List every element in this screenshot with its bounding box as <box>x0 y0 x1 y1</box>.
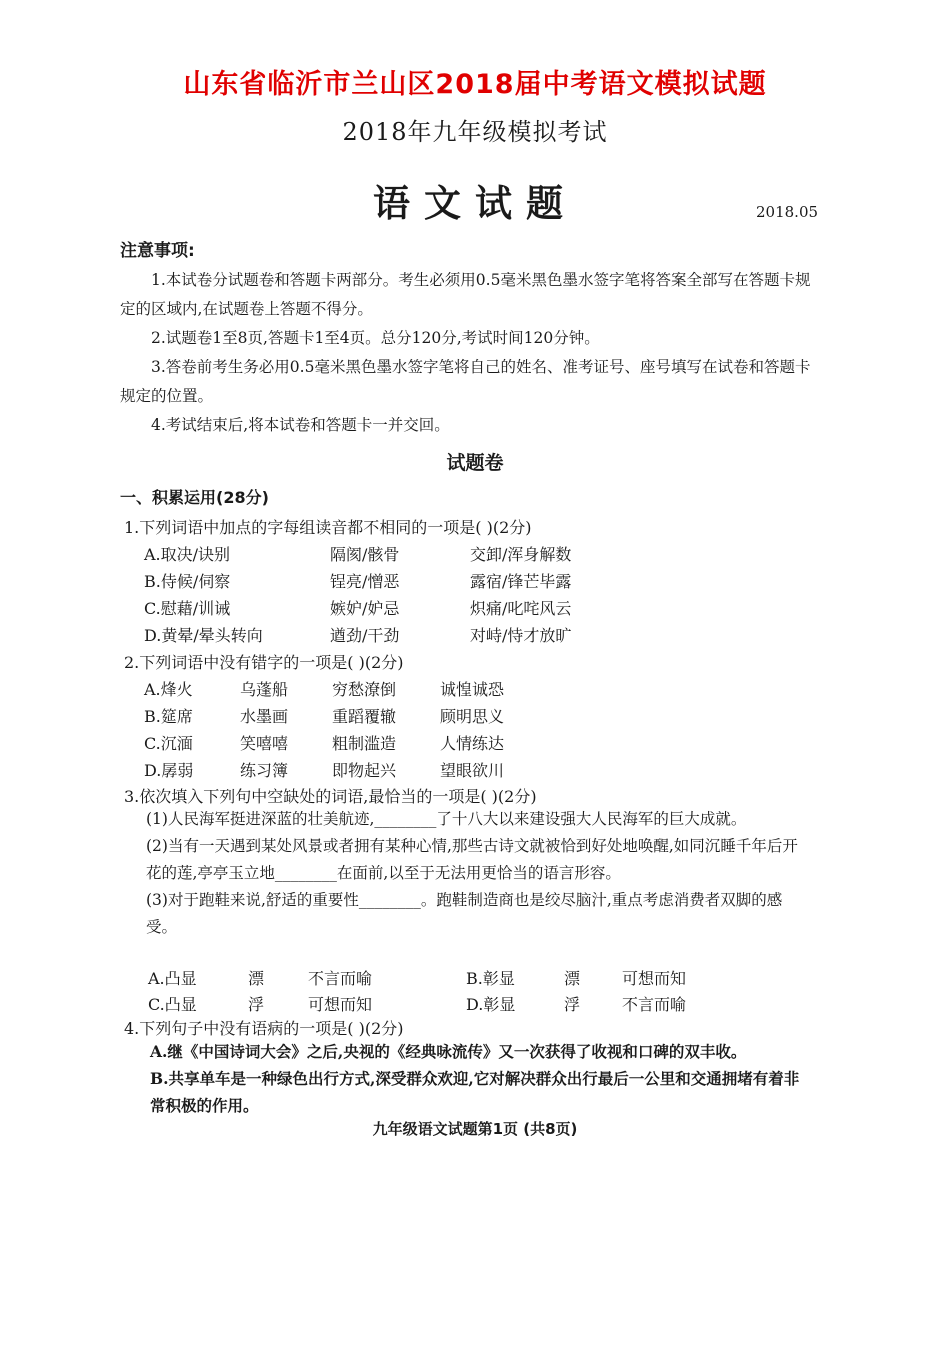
exam-title: 2018年九年级模拟考试 <box>342 118 608 146</box>
option-word: 不言而喻 <box>622 995 687 1014</box>
option-group: 对峙/恃才放旷 <box>470 626 572 645</box>
option-word: 可想而知 <box>622 969 687 988</box>
option-word: 练习簿 <box>240 761 289 780</box>
notice-item: 2.试题卷1至8页,答题卡1至4页。总分120分,考试时间120分钟。 <box>151 329 600 347</box>
q4-option-b: B.共享单车是一种绿色出行方式,深受群众欢迎,它对解决群众出行最后一公里和交通拥堵有着非常积极的作用。 <box>150 1069 800 1115</box>
exam-date: 2018.05 <box>756 203 819 221</box>
option-word: 浮 <box>564 995 581 1014</box>
option-group: B.侍候/伺察 <box>144 572 231 591</box>
option-word: D.彰显 <box>466 995 516 1014</box>
option-group: 交卸/浑身解数 <box>470 545 572 564</box>
paper-label: 试题卷 <box>446 452 504 474</box>
option-word: 漂 <box>564 969 581 988</box>
q3-sentences <box>146 806 806 941</box>
option-word: C.沉湎 <box>144 734 193 753</box>
option-word: 浮 <box>248 995 265 1014</box>
option-word: 笑嘻嘻 <box>240 734 289 753</box>
section-heading: 一、积累运用(28分) <box>120 488 269 507</box>
option-word: B.彰显 <box>466 969 515 988</box>
option-word: D.孱弱 <box>144 761 194 780</box>
option-word: A.凸显 <box>148 969 197 988</box>
q3-option-row <box>148 966 708 992</box>
option-word: 漂 <box>248 969 265 988</box>
option-group: 锃亮/憎恶 <box>330 572 400 591</box>
subject-title: 语文试题 <box>373 181 577 225</box>
q4-options <box>150 1038 800 1119</box>
option-group: C.慰藉/训诫 <box>144 599 231 618</box>
option-word: 重蹈覆辙 <box>332 707 397 726</box>
option-word: 诚惶诚恐 <box>440 680 505 699</box>
q3-option-row <box>148 992 708 1018</box>
question-3: 3.依次填入下列句中空缺处的词语,最恰当的一项是( )(2分) <box>124 787 537 806</box>
option-word: 不言而喻 <box>308 969 373 988</box>
fill-sentence: (3)对于跑鞋来说,舒适的重要性________。跑鞋制造商也是绞尽脑汁,重点考虑消费者双脚的感受。 <box>146 891 783 936</box>
notice-item: 4.考试结束后,将本试卷和答题卡一并交回。 <box>151 416 450 434</box>
option-group: 隔阂/骸骨 <box>330 545 400 564</box>
option-word: 即物起兴 <box>332 761 397 780</box>
option-word: 水墨画 <box>240 707 289 726</box>
option-word: A.烽火 <box>144 680 193 699</box>
option-word: B.筵席 <box>144 707 193 726</box>
question-4: 4.下列句子中没有语病的一项是( )(2分) <box>124 1019 404 1038</box>
option-word: 顾明思义 <box>440 707 505 726</box>
notice-item: 1.本试卷分试题卷和答题卡两部分。考生必须用0.5毫米黑色墨水签字笔将答案全部写在答题卡规定的区域内,在试题卷上答题不得分。 <box>120 271 811 318</box>
option-word: 可想而知 <box>308 995 373 1014</box>
notice-item: 3.答卷前考生务必用0.5毫米黑色墨水签字笔将自己的姓名、准考证号、座号填写在试卷和答题卡规定的位置。 <box>120 358 811 405</box>
option-group: A.取决/诀别 <box>144 545 231 564</box>
option-group: 遒劲/干劲 <box>330 626 400 645</box>
fill-sentence: (2)当有一天遇到某处风景或者拥有某种心情,那些古诗文就被恰到好处地唤醒,如同沉睡千年后开花的莲,亭亭玉立地________在面前,以至于无法用更恰当的语言形容。 <box>146 837 798 882</box>
option-word: 人情练达 <box>440 734 505 753</box>
option-word: 望眼欲川 <box>440 761 505 780</box>
option-word: 穷愁潦倒 <box>332 680 397 699</box>
option-group: 炽痛/叱咤风云 <box>470 599 572 618</box>
option-word: 粗制滥造 <box>332 734 397 753</box>
notice-heading: 注意事项: <box>120 241 195 261</box>
option-group: 露宿/锋芒毕露 <box>470 572 572 591</box>
question-1: 1.下列词语中加点的字每组读音都不相同的一项是( )(2分) <box>124 518 532 537</box>
option-group: 嫉妒/妒忌 <box>330 599 400 618</box>
document-title: 山东省临沂市兰山区2018届中考语文模拟试题 <box>183 69 767 100</box>
page-footer: 九年级语文试题第1页 (共8页) <box>372 1120 578 1138</box>
option-group: D.黄晕/晕头转向 <box>144 626 263 645</box>
option-word: 乌蓬船 <box>240 680 289 699</box>
option-word: C.凸显 <box>148 995 197 1014</box>
question-2: 2.下列词语中没有错字的一项是( )(2分) <box>124 653 404 672</box>
fill-sentence: (1)人民海军挺进深蓝的壮美航迹,________了十八大以来建设强大人民海军的巨大成就。 <box>146 810 747 828</box>
q4-option-a: A.继《中国诗词大会》之后,央视的《经典咏流传》又一次获得了收视和口碑的双丰收。 <box>150 1042 747 1061</box>
notice-list <box>120 266 820 440</box>
